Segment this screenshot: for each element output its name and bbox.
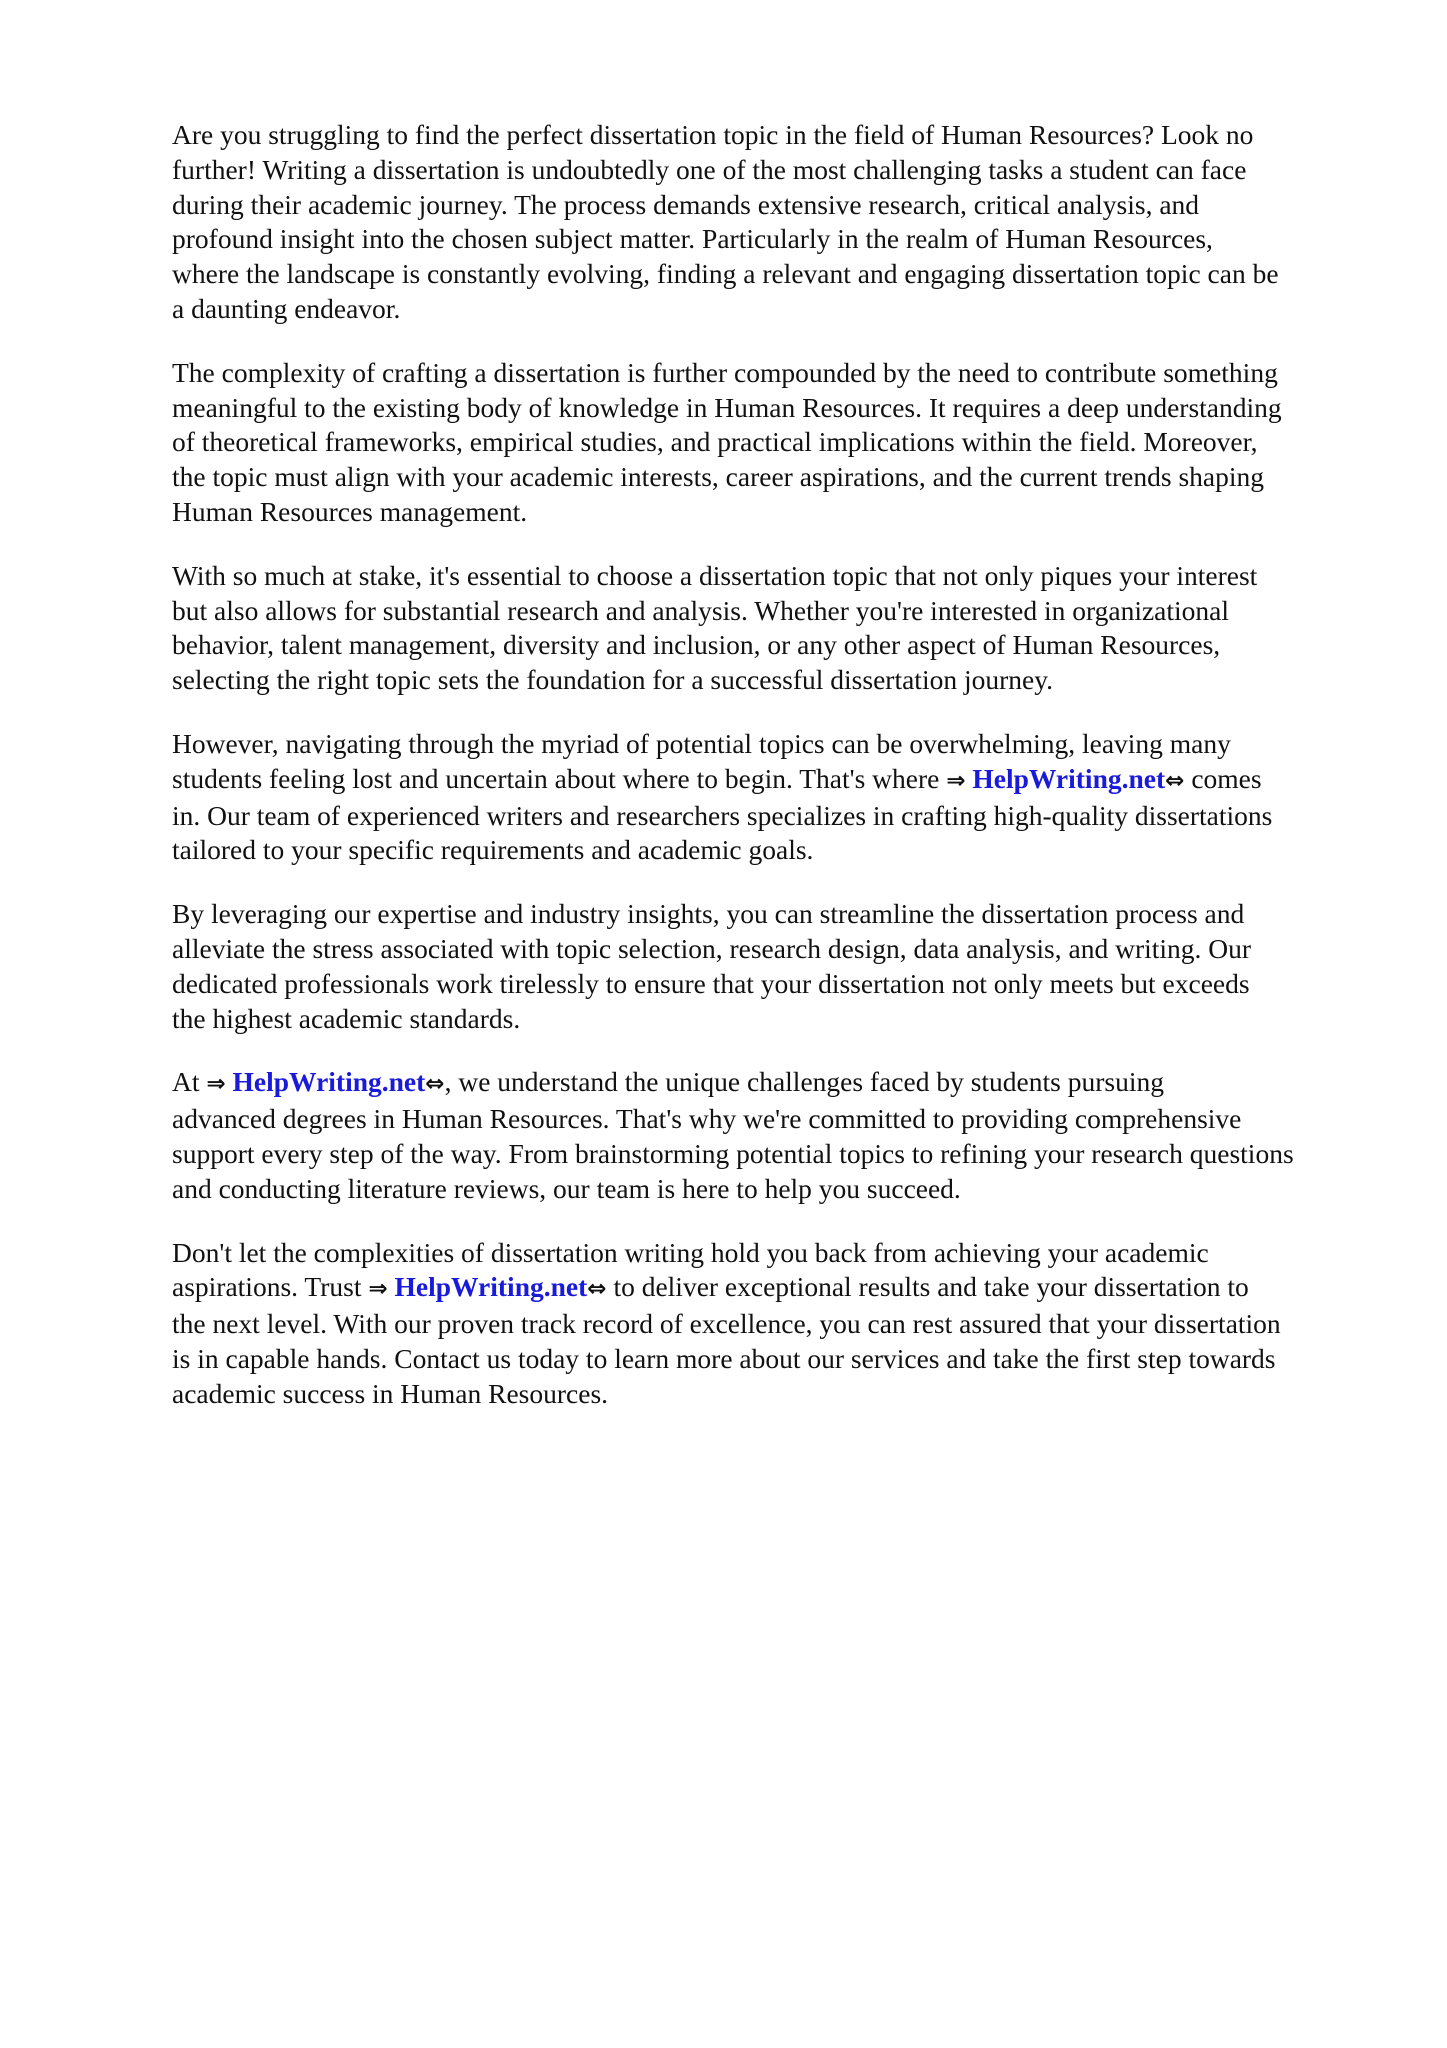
- text-span: profound insight into the chosen subject matter. Particularly in the realm of Human Resources,: [172, 223, 1213, 255]
- text-line: [172, 1137, 1412, 1172]
- text-line: [172, 222, 1412, 257]
- text-line: [172, 1172, 1412, 1207]
- paragraph: [172, 559, 1412, 698]
- text-line: [172, 356, 1412, 391]
- double-arrow-both-icon: ⇔: [587, 1276, 607, 1303]
- text-line: [172, 1377, 1412, 1412]
- text-line: [172, 495, 1412, 530]
- text-span: behavior, talent management, diversity and inclusion, or any other aspect of Human Resources,: [172, 629, 1221, 661]
- paragraph: [172, 1065, 1412, 1206]
- text-span: during their academic journey. The process demands extensive research, critical analysis, and: [172, 188, 1200, 220]
- text-line: [172, 967, 1412, 1002]
- text-span: , we understand the unique challenges faced by students pursuing: [444, 1066, 1164, 1098]
- helpwriting-link[interactable]: HelpWriting.net: [232, 1066, 426, 1098]
- text-span: By leveraging our expertise and industry insights, you can streamline the dissertation process and: [172, 898, 1245, 930]
- double-arrow-both-icon: ⇔: [1165, 767, 1185, 794]
- text-line: [172, 932, 1412, 967]
- text-span: the highest academic standards.: [172, 1002, 521, 1034]
- text-span: further! Writing a dissertation is undoubtedly one of the most challenging tasks a student can face: [172, 153, 1247, 185]
- text-line: [172, 663, 1412, 698]
- text-span: is in capable hands. Contact us today to learn more about our services and take the first step towards: [172, 1342, 1276, 1374]
- helpwriting-link[interactable]: HelpWriting.net: [972, 762, 1166, 794]
- text-span: At: [172, 1066, 207, 1098]
- paragraph: [172, 1236, 1412, 1412]
- text-span: support every step of the way. From brainstorming potential topics to refining your research questions: [172, 1137, 1294, 1169]
- text-line: [172, 1236, 1412, 1271]
- double-arrow-right-icon: ⇒: [368, 1276, 388, 1303]
- text-line: [172, 1002, 1412, 1037]
- text-line: [172, 425, 1412, 460]
- text-span: where the landscape is constantly evolving, finding a relevant and engaging dissertation topic can be: [172, 258, 1279, 290]
- text-span: alleviate the stress associated with topic selection, research design, data analysis, and writing. Our: [172, 932, 1252, 964]
- text-span: students feeling lost and uncertain about where to begin. That's where: [172, 762, 947, 794]
- text-line: [172, 118, 1412, 153]
- text-span: a daunting endeavor.: [172, 292, 401, 324]
- document-body: [172, 118, 1412, 1441]
- text-span: Don't let the complexities of dissertation writing hold you back from achieving your academic: [172, 1236, 1209, 1268]
- text-line: [172, 727, 1412, 762]
- text-line: [172, 594, 1412, 629]
- text-line: [172, 153, 1412, 188]
- text-span: advanced degrees in Human Resources. That's why we're committed to providing comprehensive: [172, 1103, 1242, 1135]
- text-span: in. Our team of experienced writers and researchers specializes in crafting high-quality dissertations: [172, 799, 1273, 831]
- text-span: to deliver exceptional results and take your dissertation to: [606, 1271, 1249, 1303]
- text-span: meaningful to the existing body of knowledge in Human Resources. It requires a deep understanding: [172, 391, 1282, 423]
- text-line: [172, 559, 1412, 594]
- text-line: [172, 188, 1412, 223]
- double-arrow-right-icon: ⇒: [946, 767, 966, 794]
- text-line: [172, 391, 1412, 426]
- text-line: [172, 257, 1412, 292]
- text-line: [172, 1270, 1412, 1307]
- helpwriting-link[interactable]: HelpWriting.net: [394, 1271, 588, 1303]
- text-line: [172, 1342, 1412, 1377]
- text-line: [172, 1307, 1412, 1342]
- text-span: dedicated professionals work tirelessly to ensure that your dissertation not only meets but exceeds: [172, 967, 1250, 999]
- text-line: [172, 833, 1412, 868]
- text-span: and conducting literature reviews, our team is here to help you succeed.: [172, 1172, 961, 1204]
- paragraph: [172, 897, 1412, 1036]
- text-line: [172, 897, 1412, 932]
- text-span: However, navigating through the myriad of potential topics can be overwhelming, leaving many: [172, 727, 1231, 759]
- text-span: selecting the right topic sets the foundation for a successful dissertation journey.: [172, 664, 1054, 696]
- paragraph: [172, 727, 1412, 868]
- text-span: [226, 1066, 233, 1097]
- text-span: the next level. With our proven track record of excellence, you can rest assured that your dissertation: [172, 1308, 1281, 1340]
- text-span: tailored to your specific requirements and academic goals.: [172, 834, 814, 866]
- text-span: comes: [1184, 762, 1262, 794]
- text-line: [172, 1102, 1412, 1137]
- text-line: [172, 460, 1412, 495]
- paragraph: [172, 118, 1412, 327]
- text-span: The complexity of crafting a dissertation is further compounded by the need to contribute something: [172, 356, 1278, 388]
- double-arrow-both-icon: ⇔: [425, 1071, 445, 1098]
- paragraph: [172, 356, 1412, 530]
- text-span: of theoretical frameworks, empirical studies, and practical implications within the field. Moreover,: [172, 426, 1258, 458]
- text-line: [172, 292, 1412, 327]
- text-line: [172, 628, 1412, 663]
- text-span: academic success in Human Resources.: [172, 1377, 609, 1409]
- text-span: aspirations. Trust: [172, 1271, 369, 1303]
- text-span: [388, 1271, 395, 1302]
- text-line: [172, 1065, 1412, 1102]
- text-span: Human Resources management.: [172, 495, 528, 527]
- text-line: [172, 762, 1412, 799]
- text-span: Are you struggling to find the perfect dissertation topic in the field of Human Resources? Look no: [172, 119, 1254, 150]
- text-line: [172, 799, 1412, 834]
- text-span: With so much at stake, it's essential to choose a dissertation topic that not only piques your interest: [172, 559, 1258, 591]
- text-span: but also allows for substantial research and analysis. Whether you're interested in organizational: [172, 594, 1230, 626]
- text-span: the topic must align with your academic interests, career aspirations, and the current trends shaping: [172, 461, 1265, 493]
- double-arrow-right-icon: ⇒: [206, 1071, 226, 1098]
